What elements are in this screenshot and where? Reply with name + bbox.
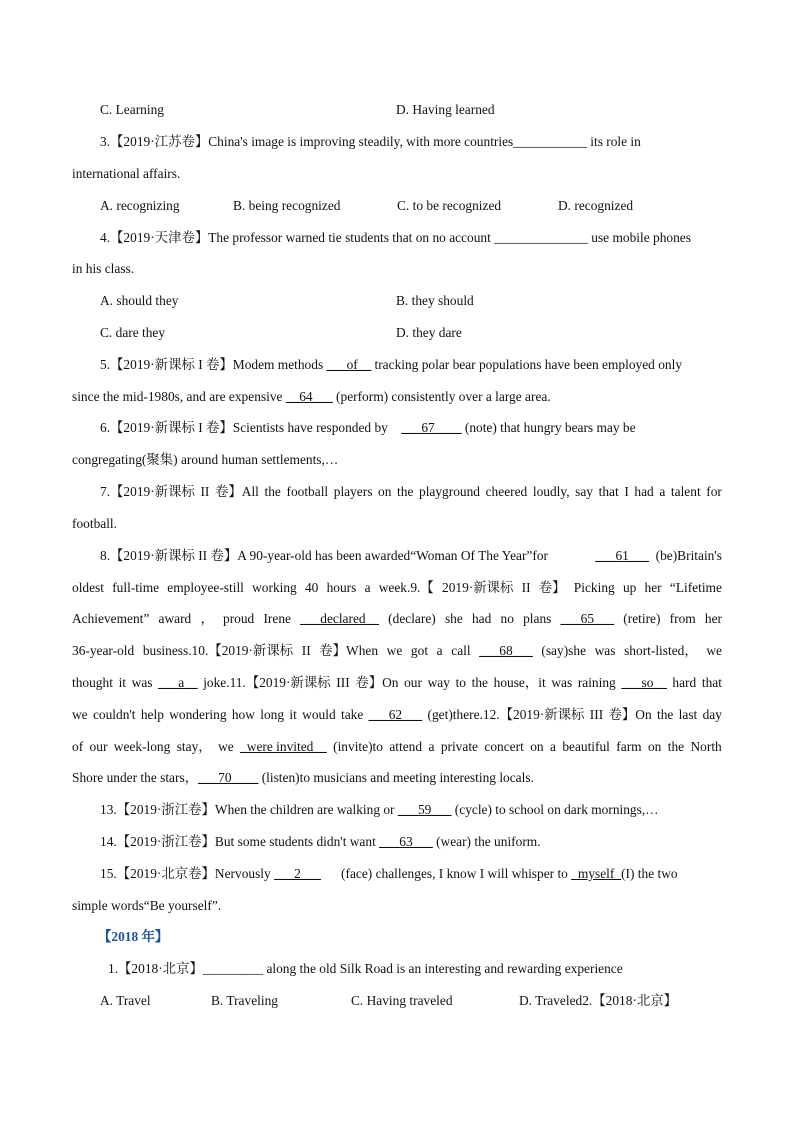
answer-blank: ___so__ [621, 675, 667, 690]
question-8-line-1: 8.【2019·新课标 II 卷】A 90-year-old has been awarded“Woman Of The Year”for ___61___ (be)Britain's [100, 548, 722, 563]
question-7-line-2: football. [72, 516, 117, 531]
word: II [301, 643, 311, 658]
word: award [158, 611, 192, 626]
word: say [575, 484, 594, 499]
word: we [386, 643, 403, 658]
word: players [333, 484, 373, 499]
question-3-option-c: C. to be recognized [397, 198, 502, 213]
answer-blank: ___declared__ [300, 611, 379, 626]
question-3-line-1: 3.【2019·江苏卷】China's image is improving steadily, with more countries___________ its role in [100, 134, 641, 149]
word: Irene [263, 611, 291, 626]
question-2018-1: 1.【2018·北京】_________ along the old Silk Road is an interesting and rewarding experience [108, 961, 623, 976]
question-15-line-2: simple words“Be yourself”. [72, 898, 222, 913]
word: business.10.【2019·新课标 [142, 643, 294, 658]
word: hard [672, 675, 697, 690]
word: it [289, 707, 297, 722]
word: loudly, [532, 484, 570, 499]
question-8-line-5 [72, 675, 722, 691]
question-2018-1-option-a: A. Travel [100, 993, 151, 1008]
word: of [72, 739, 84, 754]
word: (invite)to [333, 739, 383, 754]
word: 7.【2019·新课标 [100, 484, 195, 499]
word: Picking [573, 580, 615, 595]
word: our [404, 675, 422, 690]
word: concert [484, 739, 524, 754]
question-2018-1-option-b: B. Traveling [211, 993, 278, 1008]
word: 卷】On [608, 707, 652, 722]
word: beautiful [562, 739, 610, 754]
word: Achievement” [72, 611, 150, 626]
word: private [440, 739, 478, 754]
word: North [690, 739, 722, 754]
word: talent [670, 484, 701, 499]
question-15-line-1: 15.【2019·北京卷】Nervously ___2___ (face) challenges, I know I will whisper to _myself_(I) the two [100, 866, 678, 881]
word: house，it [493, 675, 546, 690]
word: on [378, 484, 392, 499]
word: II [200, 484, 210, 499]
word: employee-still [167, 580, 244, 595]
word: II [521, 580, 531, 595]
answer-blank: _were invited__ [240, 739, 327, 754]
word: our [89, 739, 108, 754]
word: attend [389, 739, 423, 754]
word: a [364, 580, 371, 595]
word: long [260, 707, 285, 722]
word: the [397, 484, 414, 499]
word: had [634, 484, 654, 499]
answer-blank: ___2___ [274, 866, 321, 881]
word: (retire) [623, 611, 661, 626]
word: 卷】On [355, 675, 399, 690]
word: working [252, 580, 297, 595]
word: her [644, 580, 662, 595]
question-6-line-2: congregating(聚集) around human settlements,… [72, 452, 339, 467]
answer-blank: ___of__ [326, 357, 372, 372]
word: stay， [176, 739, 212, 754]
word: had [471, 611, 492, 626]
word: last [678, 707, 698, 722]
word: to [455, 675, 466, 690]
question-8-line-3 [72, 611, 722, 627]
question-2018-1-option-c: C. Having traveled [351, 993, 453, 1008]
word: way [427, 675, 450, 690]
word: hours [326, 580, 357, 595]
question-6-line-1: 6.【2019·新课标 I 卷】Scientists have responded by ___67____ (note) that hungry bears may be [100, 420, 636, 435]
answer-blank: ___70____ [198, 770, 259, 785]
question-8-line-2 [72, 580, 722, 596]
section-heading-2018: 【2018 年】 [98, 929, 169, 944]
word: she [444, 611, 463, 626]
word: call [451, 643, 471, 658]
word: week.9.【 [378, 580, 434, 595]
word: (declare) [388, 611, 436, 626]
word: was [131, 675, 153, 690]
word: 卷】All [215, 484, 259, 499]
word: “Lifetime [669, 580, 722, 595]
question-4-option-d: D. they dare [396, 325, 462, 340]
word: take [340, 707, 364, 722]
option-c-learning: C. Learning [100, 102, 164, 117]
word: it [118, 675, 127, 690]
word: farm [616, 739, 642, 754]
question-4-option-a: A. should they [100, 293, 179, 308]
word: would [302, 707, 336, 722]
word: playground [419, 484, 480, 499]
question-3-option-a: A. recognizing [100, 198, 180, 213]
word: we [218, 739, 234, 754]
question-3-option-b: B. being recognized [233, 198, 341, 213]
question-5-line-2: since the mid-1980s, and are expensive __64___ (perform) consistently over a large area. [72, 389, 551, 404]
word: full-time [112, 580, 160, 595]
word: was [594, 643, 616, 658]
question-8-line-7 [72, 739, 722, 755]
answer-blank: ___65___ [560, 611, 615, 626]
question-3-line-2: international affairs. [72, 166, 181, 181]
word: wondering [169, 707, 227, 722]
word: joke.11.【2019·新课标 [203, 675, 331, 690]
word: no [500, 611, 514, 626]
word: the [656, 707, 674, 722]
word: 卷】 [538, 580, 566, 595]
word: ， [200, 611, 214, 626]
answer-blank: ___a__ [158, 675, 198, 690]
question-13: 13.【2019·浙江卷】When the children are walking or ___59___ (cycle) to school on dark mornings,… [100, 802, 659, 817]
word: 40 [304, 580, 319, 595]
word: cheered [485, 484, 528, 499]
word: on [530, 739, 544, 754]
word: a [428, 739, 435, 754]
word: proud [223, 611, 255, 626]
word: from [669, 611, 696, 626]
word: that [598, 484, 619, 499]
option-d-having-learned: D. Having learned [396, 102, 495, 117]
word: up [622, 580, 637, 595]
word: 2019·新课标 [442, 580, 514, 595]
word: I [624, 484, 629, 499]
word: plans [523, 611, 552, 626]
word: week-long [113, 739, 171, 754]
question-3-option-d: D. recognized [558, 198, 634, 213]
word: raining [577, 675, 616, 690]
answer-blank: ___63___ [379, 834, 433, 849]
word: how [231, 707, 255, 722]
word: 36-year-old [72, 643, 135, 658]
answer-blank: ___67____ [401, 420, 462, 435]
word: oldest [72, 580, 104, 595]
answer-blank: __64___ [285, 389, 333, 404]
word: the [667, 739, 685, 754]
word: the [471, 675, 488, 690]
answer-blank: ___62___ [368, 707, 423, 722]
word: III [336, 675, 350, 690]
word: short-listed， [624, 643, 698, 658]
answer-blank: ___68___ [479, 643, 533, 658]
word: couldn't [92, 707, 136, 722]
word: that [701, 675, 722, 690]
word: a [659, 484, 666, 499]
question-4-option-c: C. dare they [100, 325, 166, 340]
word: thought [72, 675, 113, 690]
question-7-line-1 [100, 484, 722, 500]
answer-blank: ___61___ [595, 548, 649, 563]
word: help [140, 707, 164, 722]
word: (get)there.12.【2019·新课标 [427, 707, 585, 722]
question-14: 14.【2019·浙江卷】But some students didn't want ___63___ (wear) the uniform. [100, 834, 541, 849]
word: her [704, 611, 722, 626]
word: got [410, 643, 429, 658]
word: we [72, 707, 88, 722]
question-8-line-8: Shore under the stars，___70____ (listen)to musicians and meeting interesting locals. [72, 770, 534, 785]
answer-blank: ___59___ [397, 802, 452, 817]
question-5-line-1: 5.【2019·新课标 I 卷】Modem methods ___of__ tracking polar bear populations have been employed only [100, 357, 683, 372]
question-2018-1-option-d: D. Traveled2.【2018·北京】 [519, 993, 678, 1008]
word: a [436, 643, 443, 658]
word: we [706, 643, 722, 658]
word: football [286, 484, 329, 499]
question-8-line-6 [72, 707, 722, 723]
question-4-line-2: in his class. [72, 261, 135, 276]
word: was [551, 675, 573, 690]
answer-blank: _myself_ [571, 866, 622, 881]
question-4-option-b: B. they should [396, 293, 474, 308]
word: day [702, 707, 722, 722]
word: 卷】When [319, 643, 379, 658]
word: III [589, 707, 604, 722]
word: for [706, 484, 722, 499]
word: (say)she [541, 643, 587, 658]
question-4-line-1: 4.【2019·天津卷】The professor warned tie students that on no account ______________ use mobile phones [100, 230, 691, 245]
word: on [647, 739, 662, 754]
word: the [264, 484, 281, 499]
question-8-line-4 [72, 643, 722, 659]
word: a [549, 739, 556, 754]
